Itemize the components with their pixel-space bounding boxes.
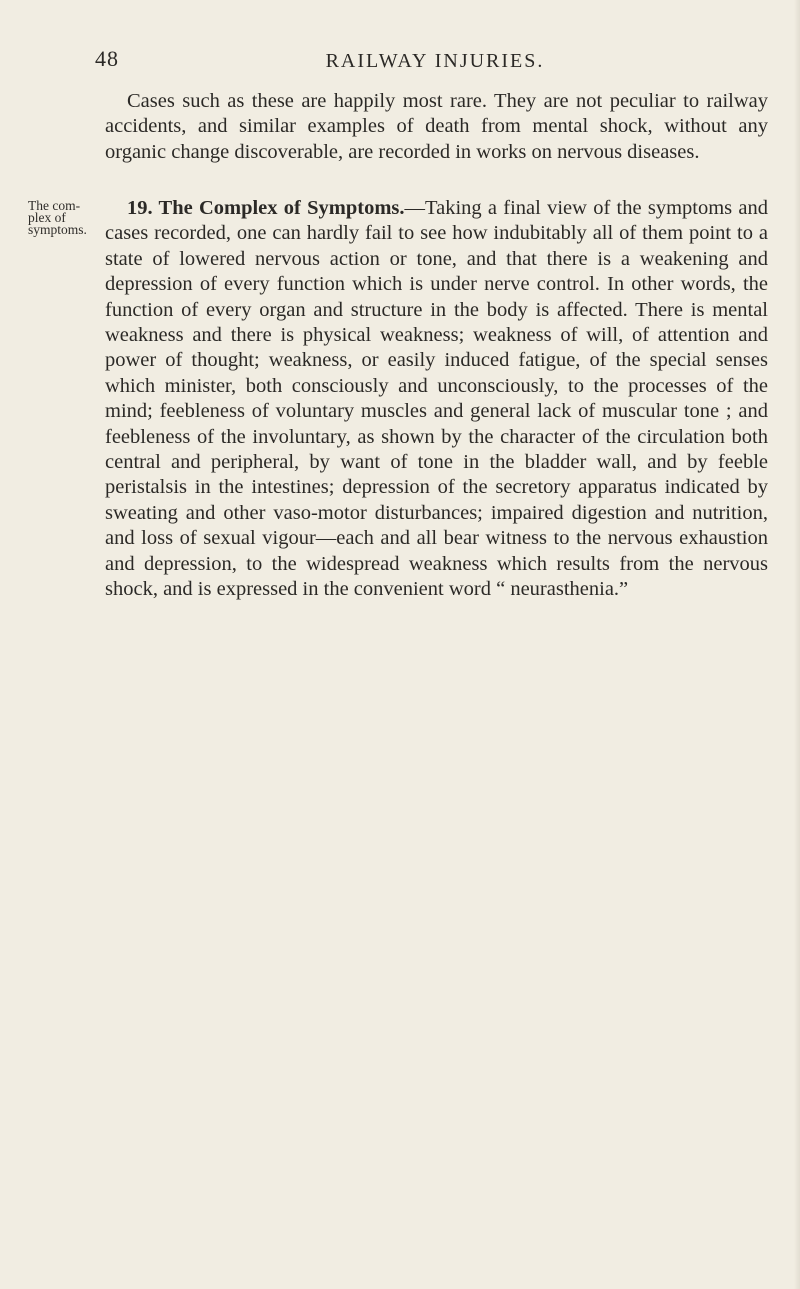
section-body: —Taking a final view of the symptoms and cases recorded, one can hardly fail to see how indubitably all of them point to a state of lowered nervous action or tone, and that there is a weakening and depression of every function which is under nerve control. In other words, the function of every organ and structure in the body is affected. There is mental weakness and there is physical weakness; weakness of will, of attention and power of thought; weakness, or easily induced fatigue, of the special senses which minister, both consciously and unconsciously, to the processes of the mind; feebleness of voluntary muscles and general lack of muscular tone ; and feebleness of the involuntary, as shown by the character of the circulation both central and peripheral, by want of tone in the bladder wall, and by feeble peristalsis in the intestines; depression of the secretory apparatus indicated by sweating and other vaso-motor disturbances; impaired digestion and nutrition, and loss of sexual vigour—each and all bear witness to the nervous exhaustion and depression, to the widespread weakness which results from the nervous shock, and is expressed in the convenient word “ neurasthenia.” [105, 197, 768, 601]
margin-note-line: The com- [28, 198, 81, 213]
margin-note-line: plex of [28, 210, 66, 225]
section-paragraph [105, 196, 768, 603]
page-number: 48 [95, 46, 119, 71]
margin-note-line: symptoms. [28, 222, 87, 237]
intro-paragraph: Cases such as these are happily most rare. They are not peculiar to railway accidents, and similar examples of death from mental shock, without any organic change discoverable, are recorded in works on nervous diseases. [105, 90, 768, 163]
margin-note [28, 200, 106, 236]
section-heading: 19. The Complex of Symptoms. [127, 197, 405, 219]
page-header [95, 46, 775, 86]
running-title: RAILWAY INJURIES. [325, 50, 545, 72]
page-edge-shade [794, 0, 800, 1289]
